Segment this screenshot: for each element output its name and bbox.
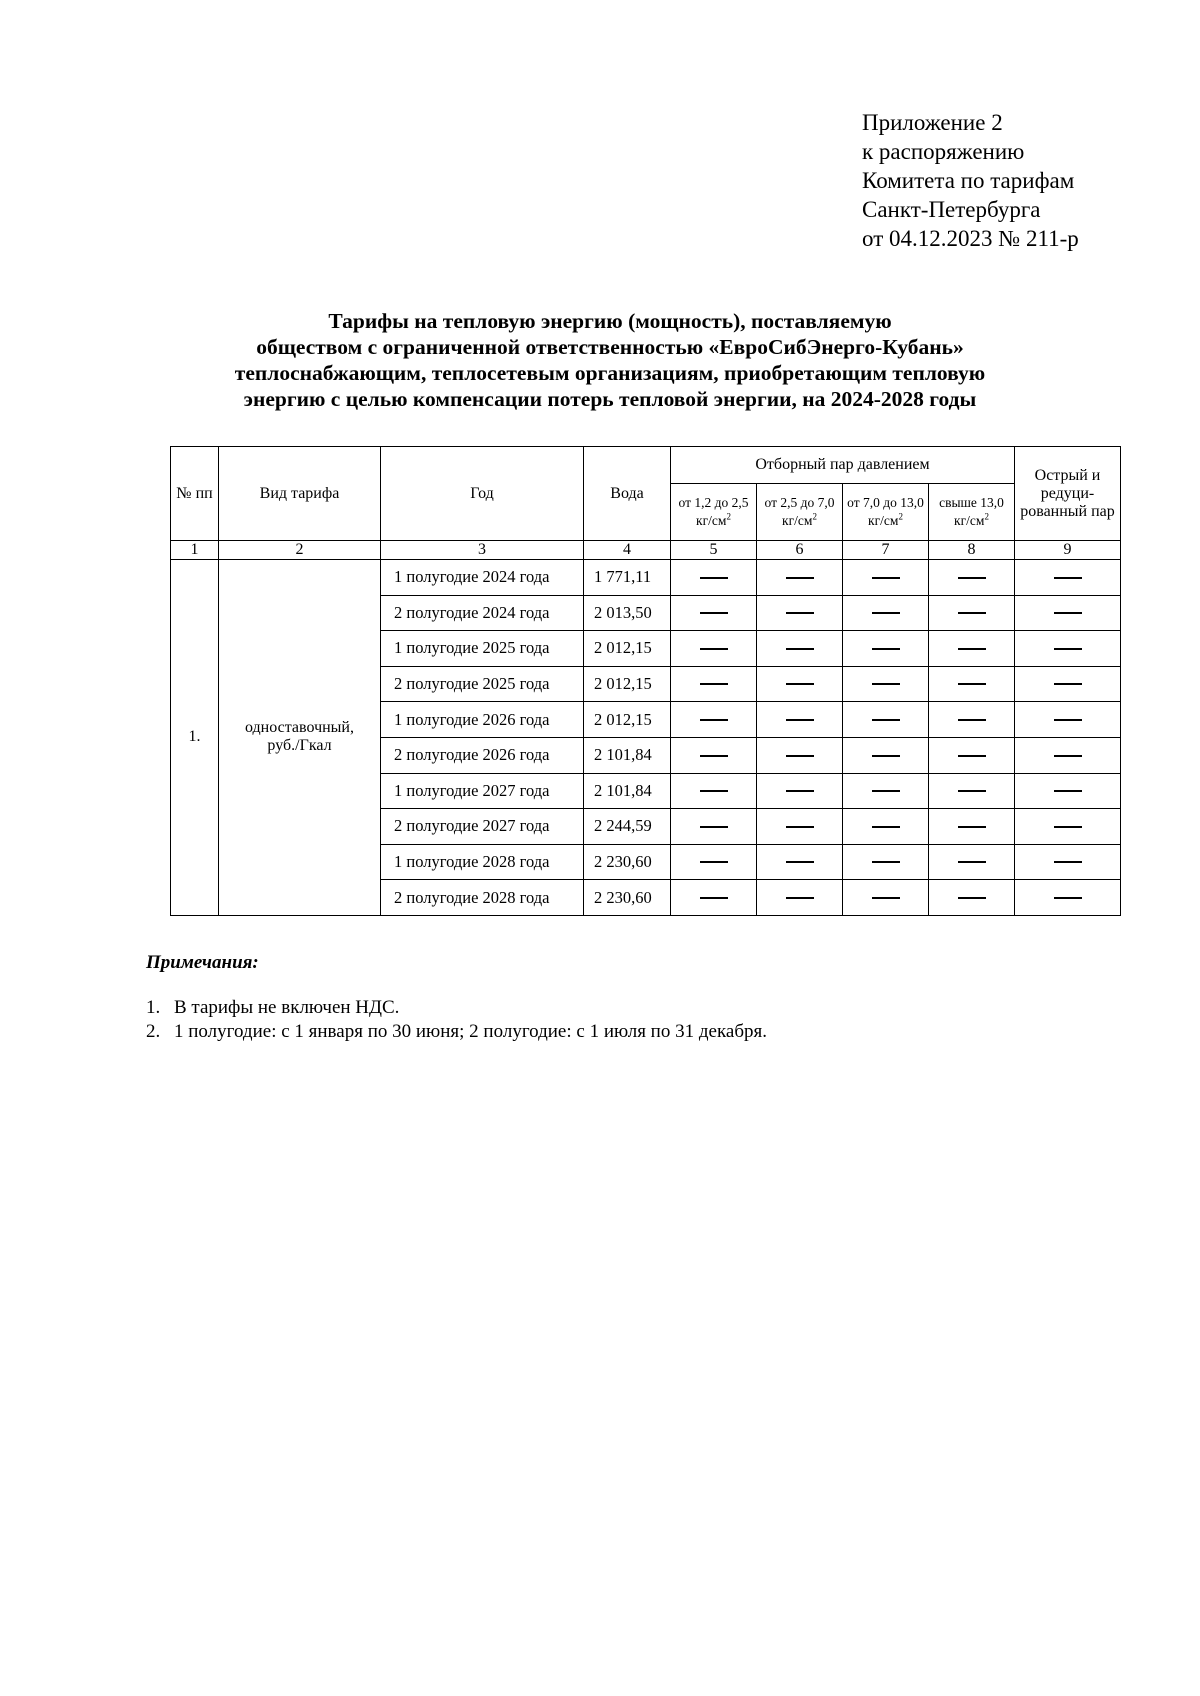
header-pressure-3: от 7,0 до 13,0 $кг/см^2$ [843, 484, 929, 541]
water-value-cell: 2 012,15 [584, 631, 671, 667]
note-text: 1 полугодие: с 1 января по 30 июня; 2 полугодие: с 1 июля по 31 декабря. [174, 1021, 767, 1042]
dash-mark [700, 577, 728, 579]
empty-dash-cell [1015, 737, 1121, 773]
note-number: 1. [146, 997, 161, 1018]
note-item [146, 996, 767, 1020]
period-cell: 1 полугодие 2024 года [381, 560, 584, 596]
empty-dash-cell [671, 702, 757, 738]
dash-mark [872, 861, 900, 863]
empty-dash-cell [671, 595, 757, 631]
dash-mark [700, 755, 728, 757]
dash-mark [700, 790, 728, 792]
dash-mark [786, 755, 814, 757]
dash-mark [872, 683, 900, 685]
row-number: 1. [171, 560, 219, 916]
empty-dash-cell [757, 666, 843, 702]
empty-dash-cell [929, 737, 1015, 773]
appendix-line: Санкт-Петербурга [862, 197, 1041, 222]
empty-dash-cell [843, 666, 929, 702]
column-number: 1 [171, 541, 219, 560]
empty-dash-cell [843, 631, 929, 667]
title-line: энергию с целью компенсации потерь тепловой энергии, на 2024-2028 годы [243, 387, 977, 411]
empty-dash-cell [929, 666, 1015, 702]
empty-dash-cell [843, 702, 929, 738]
period-cell: 1 полугодие 2028 года [381, 844, 584, 880]
empty-dash-cell [843, 595, 929, 631]
empty-dash-cell [843, 560, 929, 596]
empty-dash-cell [757, 880, 843, 916]
dash-mark [700, 826, 728, 828]
empty-dash-cell [1015, 702, 1121, 738]
water-value-cell: 2 230,60 [584, 844, 671, 880]
empty-dash-cell [1015, 844, 1121, 880]
empty-dash-cell [757, 560, 843, 596]
empty-dash-cell [1015, 809, 1121, 845]
header-year: Год [381, 447, 584, 541]
empty-dash-cell [671, 809, 757, 845]
water-value-cell: 1 771,11 [584, 560, 671, 596]
dash-mark [872, 577, 900, 579]
empty-dash-cell [843, 737, 929, 773]
column-number: 2 [219, 541, 381, 560]
dash-mark [786, 861, 814, 863]
dash-mark [786, 612, 814, 614]
period-cell: 2 полугодие 2025 года [381, 666, 584, 702]
period-cell: 2 полугодие 2026 года [381, 737, 584, 773]
dash-mark [1054, 577, 1082, 579]
dash-mark [700, 683, 728, 685]
dash-mark [872, 897, 900, 899]
empty-dash-cell [843, 809, 929, 845]
dash-mark [872, 648, 900, 650]
title-line: теплоснабжающим, теплосетевым организациям, приобретающим тепловую [234, 361, 986, 385]
header-tariff-type: Вид тарифа [219, 447, 381, 541]
dash-mark [872, 790, 900, 792]
column-number: 8 [929, 541, 1015, 560]
dash-mark [872, 719, 900, 721]
dash-mark [958, 719, 986, 721]
dash-mark [872, 826, 900, 828]
dash-mark [1054, 897, 1082, 899]
empty-dash-cell [1015, 880, 1121, 916]
period-cell: 1 полугодие 2025 года [381, 631, 584, 667]
water-value-cell: 2 244,59 [584, 809, 671, 845]
dash-mark [1054, 683, 1082, 685]
appendix-line: к распоряжению [862, 139, 1025, 164]
dash-mark [700, 897, 728, 899]
empty-dash-cell [1015, 595, 1121, 631]
dash-mark [958, 755, 986, 757]
empty-dash-cell [757, 702, 843, 738]
header-no: № пп [171, 447, 219, 541]
dash-mark [1054, 719, 1082, 721]
empty-dash-cell [671, 880, 757, 916]
dash-mark [958, 826, 986, 828]
period-cell: 2 полугодие 2027 года [381, 809, 584, 845]
empty-dash-cell [671, 560, 757, 596]
dash-mark [1054, 861, 1082, 863]
header-sharp-steam: Острый и редуци-рованный пар [1015, 447, 1121, 541]
column-number: 6 [757, 541, 843, 560]
dash-mark [958, 612, 986, 614]
empty-dash-cell [843, 880, 929, 916]
dash-mark [872, 755, 900, 757]
dash-mark [786, 683, 814, 685]
water-value-cell: 2 012,15 [584, 702, 671, 738]
empty-dash-cell [757, 595, 843, 631]
dash-mark [958, 683, 986, 685]
appendix-block [862, 108, 1079, 253]
column-number: 3 [381, 541, 584, 560]
empty-dash-cell [843, 844, 929, 880]
empty-dash-cell [671, 666, 757, 702]
period-cell: 2 полугодие 2024 года [381, 595, 584, 631]
empty-dash-cell [1015, 773, 1121, 809]
empty-dash-cell [757, 809, 843, 845]
empty-dash-cell [757, 773, 843, 809]
notes-title: Примечания: [146, 952, 259, 973]
dash-mark [786, 648, 814, 650]
dash-mark [786, 826, 814, 828]
column-number: 5 [671, 541, 757, 560]
note-item [146, 1020, 767, 1044]
empty-dash-cell [1015, 560, 1121, 596]
dash-mark [958, 577, 986, 579]
header-steam-group: Отборный пар давлением [671, 447, 1015, 484]
dash-mark [700, 648, 728, 650]
dash-mark [872, 612, 900, 614]
empty-dash-cell [1015, 666, 1121, 702]
tariff-table [170, 446, 1121, 916]
dash-mark [1054, 790, 1082, 792]
appendix-line: от 04.12.2023 № 211-р [862, 226, 1079, 251]
empty-dash-cell [929, 702, 1015, 738]
dash-mark [700, 861, 728, 863]
empty-dash-cell [757, 737, 843, 773]
note-text: В тарифы не включен НДС. [174, 997, 400, 1018]
water-value-cell: 2 230,60 [584, 880, 671, 916]
dash-mark [786, 719, 814, 721]
header-pressure-1: от 1,2 до 2,5 $кг/см^2$ [671, 484, 757, 541]
empty-dash-cell [671, 737, 757, 773]
column-number: 9 [1015, 541, 1121, 560]
appendix-line: Комитета по тарифам [862, 168, 1075, 193]
empty-dash-cell [929, 844, 1015, 880]
period-cell: 1 полугодие 2026 года [381, 702, 584, 738]
dash-mark [958, 897, 986, 899]
period-cell: 1 полугодие 2027 года [381, 773, 584, 809]
empty-dash-cell [671, 631, 757, 667]
water-value-cell: 2 101,84 [584, 773, 671, 809]
dash-mark [958, 648, 986, 650]
column-number: 4 [584, 541, 671, 560]
document-title [150, 308, 1070, 412]
empty-dash-cell [929, 773, 1015, 809]
empty-dash-cell [843, 773, 929, 809]
dash-mark [700, 612, 728, 614]
empty-dash-cell [757, 844, 843, 880]
dash-mark [786, 897, 814, 899]
dash-mark [1054, 648, 1082, 650]
dash-mark [1054, 826, 1082, 828]
dash-mark [1054, 612, 1082, 614]
water-value-cell: 2 013,50 [584, 595, 671, 631]
empty-dash-cell [929, 560, 1015, 596]
title-line: Тарифы на тепловую энергию (мощность), поставляемую [328, 309, 892, 333]
tariff-type-cell: одноставочный, руб./Гкал [219, 560, 381, 916]
note-number: 2. [146, 1021, 161, 1042]
empty-dash-cell [929, 595, 1015, 631]
empty-dash-cell [671, 773, 757, 809]
notes-list [146, 996, 767, 1044]
empty-dash-cell [671, 844, 757, 880]
dash-mark [958, 790, 986, 792]
appendix-line: Приложение 2 [862, 110, 1003, 135]
period-cell: 2 полугодие 2028 года [381, 880, 584, 916]
empty-dash-cell [929, 809, 1015, 845]
dash-mark [700, 719, 728, 721]
header-pressure-4: свыше 13,0 $кг/см^2$ [929, 484, 1015, 541]
dash-mark [1054, 755, 1082, 757]
empty-dash-cell [1015, 631, 1121, 667]
water-value-cell: 2 012,15 [584, 666, 671, 702]
dash-mark [786, 577, 814, 579]
header-pressure-2: от 2,5 до 7,0 $кг/см^2$ [757, 484, 843, 541]
dash-mark [786, 790, 814, 792]
table-row [171, 560, 1121, 596]
title-line: обществом с ограниченной ответственностью «ЕвроСибЭнерго-Кубань» [256, 335, 964, 359]
water-value-cell: 2 101,84 [584, 737, 671, 773]
header-water: Вода [584, 447, 671, 541]
empty-dash-cell [929, 631, 1015, 667]
column-number: 7 [843, 541, 929, 560]
dash-mark [958, 861, 986, 863]
empty-dash-cell [757, 631, 843, 667]
empty-dash-cell [929, 880, 1015, 916]
